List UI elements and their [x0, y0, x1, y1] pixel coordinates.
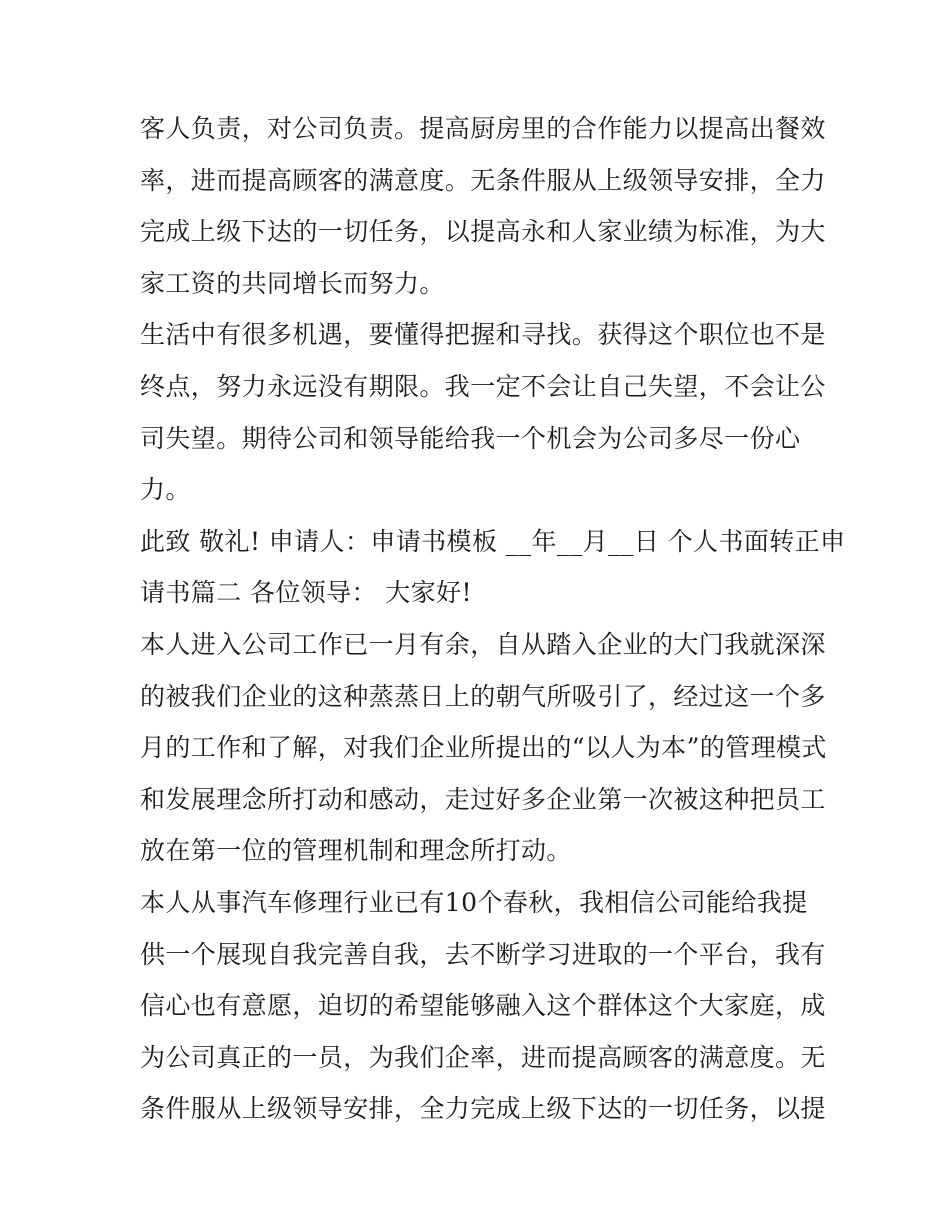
text-line: 完成上级下达的一切任务，以提高永和人家业绩为标准，为大	[140, 217, 826, 247]
text-line: 请书篇二 各位领导： 大家好!	[140, 578, 472, 608]
text-line: 终点，努力永远没有期限。我一定不会让自己失望，不会让公	[140, 371, 826, 401]
text-line: 的被我们企业的这种蒸蒸日上的朝气所吸引了，经过这一个多	[140, 681, 826, 711]
text-line: 信心也有意愿，迫切的希望能够融入这个群体这个大家庭，成	[140, 991, 826, 1021]
text-line: 此致 敬礼! 申请人：申请书模板 __年__月__日 个人书面转正申	[140, 526, 846, 556]
text-line: 供一个展现自我完善自我，去不断学习进取的一个平台，我有	[140, 939, 826, 969]
text-line: 司失望。期待公司和领导能给我一个机会为公司多尽一份心	[140, 423, 801, 453]
text-line: 生活中有很多机遇，要懂得把握和寻找。获得这个职位也不是	[140, 320, 826, 350]
text-line: 放在第一位的管理机制和理念所打动。	[140, 836, 572, 866]
text-line: 和发展理念所打动和感动，走过好多企业第一次被这种把员工	[140, 784, 826, 814]
document-body	[140, 103, 846, 1135]
text-line: 客人负责，对公司负责。提高厨房里的合作能力以提高出餐效	[140, 114, 826, 143]
text-line: 力。	[140, 475, 191, 505]
text-line: 本人进入公司工作已一月有余，自从踏入企业的大门我就深深	[140, 629, 826, 659]
text-line: 月的工作和了解，对我们企业所提出的“以人为本”的管理模式	[140, 733, 827, 763]
text-line: 率，进而提高顾客的满意度。无条件服从上级领导安排，全力	[140, 165, 826, 195]
text-line: 条件服从上级领导安排，全力完成上级下达的一切任务，以提	[140, 1094, 826, 1124]
text-line: 为公司真正的一员，为我们企率，进而提高顾客的满意度。无	[140, 1042, 826, 1072]
text-line: 本人从事汽车修理行业已有10个春秋，我相信公司能给我提	[140, 887, 808, 917]
text-line: 家工资的共同增长而努力。	[140, 268, 445, 298]
